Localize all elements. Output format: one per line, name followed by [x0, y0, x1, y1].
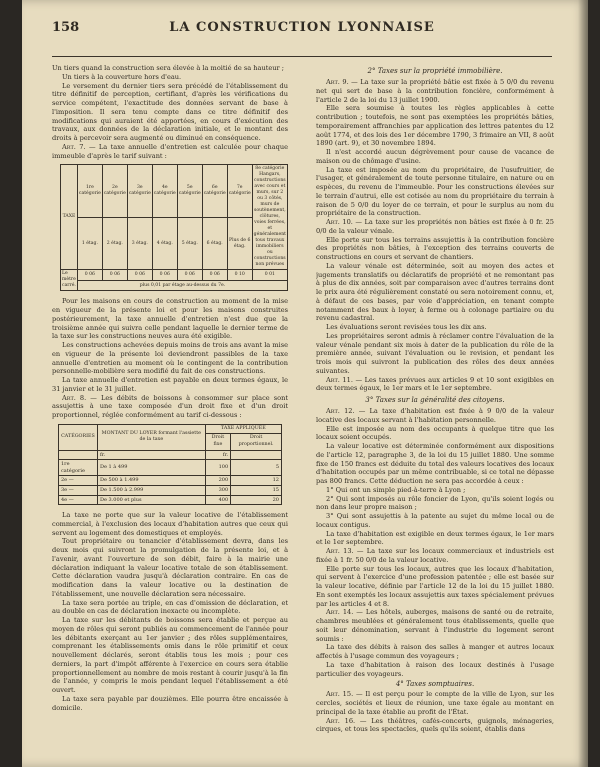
fixe-header: Droit fixe [205, 434, 230, 450]
cell-loyer: De 1.500 à 2.999 [97, 485, 205, 495]
paragraph: Elle porte sur tous les terrains assujettis à la contribution foncière des propriétés non bâties, à l'exception des terrains couverts de constructions en cours et servant de chantiers. [316, 235, 554, 261]
floor-cell: 5 étag. [177, 217, 202, 270]
table-row [59, 485, 282, 495]
category-8-description: Hangars, constructions avec cours et murs, sur 2 ou 3 côtés, murs de soutènement, clôtures, voies ferrées, et généralement tous travaux immobiliers ou constructions non prévues [253, 172, 287, 268]
paragraph: 2° Qui sont imposés au rôle foncier de Lyon, qu'ils soient logés ou non dans leur propre maison ; [316, 494, 554, 512]
unit-cell: fr. [205, 450, 230, 460]
tax-value-cell: 0 06 [177, 270, 202, 281]
beverage-tax-table [58, 424, 282, 505]
cell-prop: 20 [231, 495, 282, 505]
cell-fixe: 200 [205, 476, 230, 486]
cell-loyer: De 1 à 499 [97, 460, 205, 476]
cell-fixe: 100 [205, 460, 230, 476]
category-word: catégorie [128, 191, 151, 196]
category-word: catégorie [228, 191, 251, 196]
paragraph: Les constructions achevées depuis moins de trois ans avant la mise en vigueur de la présente loi deviendront passibles de la taxe annuelle d'entretien au moment où le contingent de la contribution personnelle-mobilière sera modifié du fait de ces constructions. [52, 341, 288, 376]
paragraph: La taxe annuelle d'entretien est payable en deux termes égaux, le 31 janvier et le 31 juillet. [52, 376, 288, 393]
right-paragraphs-5 [316, 643, 554, 678]
tax-value-cell: 0 10 [227, 270, 252, 281]
tax-table-value-row [61, 270, 288, 281]
category-rank: 3e [136, 185, 143, 190]
floor-cell: 1 étag. [77, 217, 102, 270]
paragraph: Pour les maisons en cours de construction au moment de la mise en vigueur de la présente loi et pour les maisons construites postérieurement, la taxe annuelle d'entretien n'est due que la troisième année qui suivra celle pendant laquelle le dernier terme de la taxe sur les constructions neuves aura été exigible. [52, 297, 288, 341]
right-column [316, 64, 554, 754]
paragraph: La taxe est imposée au nom du propriétaire, de l'usufruitier, de l'usager, et généralement de toute personne titulaire, en nature ou en espèces, du revenu de l'immeuble. Pour les constructions élevées sur le terrain d'autrui, elle est cotisée au nom du propriétaire du terrain à raison de 5 0/0 du loyer de ce terrain, et pour le surplus au nom du propriétaire de la construction. [316, 165, 554, 218]
maintenance-tax-table [60, 164, 288, 291]
left-paragraphs-middle [52, 297, 288, 393]
section-title-2: 2° Taxes sur la propriété immobilière. [367, 67, 503, 75]
article-7: Art. 7. — La taxe annuelle d'entretien est calculée pour chaque immeuble d'après le tarif suivant : [52, 142, 288, 160]
table-row [59, 495, 282, 505]
floor-cell: 6 étag. [202, 217, 227, 270]
paragraph: La taxe d'habitation à raison des locaux destinés à l'usage particulier des voyageurs. [316, 660, 554, 678]
document-page [22, 0, 588, 767]
paragraph: La taxe sera portée au triple, en cas d'omission de déclaration, et au double en cas de déclaration inexacte ou incomplète. [52, 598, 288, 616]
paragraph: La taxe sera payable par douzièmes. Elle pourra être encaissée à domicile. [52, 694, 288, 712]
category-rank: 5e [186, 185, 193, 190]
page-binding-shadow [578, 0, 588, 767]
paragraph: Les propriétaires seront admis à réclamer contre l'évaluation de la valeur vénale pendant six mois à dater de la publication du rôle de la première année, suivant l'évaluation ou le revision, et pendant les trois mois qui suivront la publication des rôles des deux années suivantes. [316, 331, 554, 375]
article-14: Art. 14. — Les hôtels, auberges, maisons de santé ou de retraite, chambres meublées et généralement tous établissements, quelle que soit leur dénomination, servant à l'industrie du logement seront soumis : [316, 608, 554, 643]
paragraph: La taxe sur les débitants de boissons sera établie et perçue au moyen de rôles qui seront publiés au commencement de l'année pour les débitants exerçant au 1er janvier ; des rôles supplémentaires, comprenant les établissements omis dans le rôle primitif et ceux nouvellement déclarés, seront établis tous les mois ; pour ces derniers, la part d'impôt afférente à l'exercice en cours sera établie proportionnellement au nombre de mois restant à courir jusqu'à la fin de l'année, y compris le mois pendant lequel l'établissement a été ouvert. [52, 616, 288, 695]
category-word: catégorie [203, 191, 226, 196]
paragraph: La valeur vénale est déterminée, soit au moyen des actes et jugements translatifs ou déclaratifs de propriété et ne remontant pas à plus de dix années, soit par comparaison avec d'autres terrains dont le prix aura été régulièrement constaté ou sera notoirement connu, et, à défaut de ces bases, par voie d'appréciation, en tenant compte notamment des baux à loyer, à ferme ou à colonage partiaire ou du revenu cadastral. [316, 261, 554, 323]
category-8-header [252, 165, 287, 270]
tax-category-header [177, 165, 202, 218]
category-rank: 4e [161, 185, 168, 190]
article-10: Art. 10. — La taxe sur les propriétés non bâties est fixée à 0 fr. 25 0/0 de la valeur vénale. [316, 218, 554, 235]
unit-cell: fr. [97, 450, 205, 460]
tax-value-cell: 0 06 [102, 270, 127, 281]
tax-table-note: plus 0,01 par étage au-dessus du 7e. [77, 280, 287, 291]
tax-category-header [127, 165, 152, 218]
loyer-header: MONTANT DU LOYER formant l'assiette de la taxe [97, 424, 205, 450]
left-paragraphs-bottom [52, 511, 288, 712]
category-rank: 2e [112, 185, 118, 190]
cell-loyer: De 500 à 1.499 [97, 476, 205, 486]
right-paragraphs-4 [316, 565, 554, 609]
tax-value-cell: 0 06 [77, 270, 102, 281]
paragraph: 3° Qui sont assujettis à la patente au sujet du même local ou de locaux contigus. [316, 512, 554, 529]
cell-prop: 12 [231, 476, 282, 486]
right-paragraphs-3 [316, 425, 554, 548]
section-title-4: 4° Taxes somptuaires. [395, 680, 475, 689]
floor-cell: 2 étag. [102, 217, 127, 270]
left-paragraphs-top [52, 64, 288, 143]
cell-cat: 3e — [59, 485, 98, 495]
article-12: Art. 12. — La taxe d'habitation est fixée à 9 0/0 de la valeur locative des locaux servant à l'habitation personnelle. [316, 407, 554, 424]
cell-cat: 1re catégorie [59, 460, 98, 476]
cell-cat: 4e — [59, 495, 98, 505]
article-16: Art. 16. — Les théâtres, cafés-concerts, guignols, ménageries, cirques, et tous les spectacles, quels qu'ils soient, établis dans [316, 716, 554, 734]
table-row [59, 476, 282, 486]
right-paragraphs-2 [316, 236, 554, 376]
paragraph: Un tiers à la couverture hors d'eau. [62, 72, 182, 81]
category-rank: 1re [85, 185, 94, 190]
article-8: Art. 8. — Les débits de boissons à consommer sur place sont assujettis à une taxe composée d'un droit fixe et d'un droit proportionnel, réglée conformément au tarif ci-dessous : [52, 393, 288, 419]
floor-cell: 3 étag. [127, 217, 152, 270]
paragraph: 1° Qui ont un simple pied-à-terre à Lyon ; [326, 485, 466, 494]
tax-category-header [77, 165, 102, 218]
tax-table-header-row [61, 165, 288, 218]
cell-fixe: 300 [205, 485, 230, 495]
paragraph: La taxe ne porte que sur la valeur locative de l'établissement commercial, à l'exclusion des locaux d'habitation autres que ceux qui servent au logement des domestiques et employés. [52, 511, 288, 537]
paragraph: La taxe des débits à raison des salles à manger et autres locaux affectés à l'usage commun des voyageurs ; [316, 643, 554, 660]
article-11: Art. 11. — Les taxes prévues aux articles 9 et 10 sont exigibles en deux termes égaux, le 1er mars et le 1er septembre. [316, 375, 554, 393]
cat-header: CATÉGORIES [59, 424, 98, 450]
tax-value-cell: 0 06 [127, 270, 152, 281]
tax-value-cell: 0 06 [202, 270, 227, 281]
tax-row-label: Le mètre carré. [61, 270, 78, 291]
tax-value-cell: 0 06 [152, 270, 177, 281]
tax-category-header [202, 165, 227, 218]
prop-header: Droit proportionnel. [231, 434, 282, 450]
beverage-tax-rows [59, 450, 282, 505]
taxe-header: TAXE APPLIQUÉE [205, 424, 281, 434]
section-title-3: 3° Taxes sur la généralité des citoyens. [365, 396, 505, 404]
category-8-title: 8e catégorie [255, 166, 285, 172]
category-rank: 7e [236, 185, 243, 190]
category-word: catégorie [178, 191, 201, 196]
page-header [52, 20, 552, 57]
category-word: catégorie [103, 191, 126, 196]
floor-cell: 4 étag. [152, 217, 177, 270]
paragraph: Les évaluations seront revisées tous les dix ans. [326, 323, 487, 331]
paragraph: Elle porte sur tous les locaux, autres que les locaux d'habitation, qui servent à l'exercice d'une profession patentée ; elle est basée sur la valeur locative, définie par l'article 12 de la loi du 15 juillet 1880. En sont exemptés les locaux assujettis aux taxes spécialement prévues par les articles 4 et 8. [316, 564, 554, 608]
paragraph: La taxe d'habitation est exigible en deux termes égaux, le 1er mars et le 1er septembre. [316, 529, 554, 547]
paragraph: La valeur locative est déterminée conformément aux dispositions de l'article 12, paragraphe 3, de la loi du 15 juillet 1880. Une somme fixe de 150 francs est déduite du total des valeurs locatives des locaux d'habitation occupés par un même contribuable, si ce total ne dépasse pas 800 francs. Cette déduction ne sera pas accordée à ceux : [316, 442, 554, 485]
article-9: Art. 9. — La taxe sur la propriété bâtie est fixée à 5 0/0 du revenu net qui sert de base à la contribution foncière, conformément à l'article 2 de la loi du 13 juillet 1900. [316, 78, 554, 104]
paragraph: Le versement du dernier tiers sera précédé de l'établissement du titre définitif de perception, certifiant, d'après les vérifications du service compétent, l'exactitude des données servant de base à l'imposition. Il sera tenu compte dans ce titre définitif des modifications qui auraient été apportées, en cours d'exécution des travaux, aux données de la déclaration initiale, et le montant des droits à percevoir sera augmenté ou diminué en conséquence. [52, 81, 288, 142]
tax-category-header [227, 165, 252, 218]
category-word: catégorie [78, 191, 101, 196]
tax-category-header [102, 165, 127, 218]
paragraph: Elle est imposée au nom des occupants à quelque titre que les locaux soient occupés. [316, 424, 554, 442]
article-15: Art. 15. — Il est perçu pour le compte de la ville de Lyon, sur les cercles, sociétés et lieux de réunion, une taxe égale au montant en principal de la taxe établie au profit de l'État. [316, 690, 554, 716]
left-column [52, 64, 288, 754]
floor-cell: Plus de 6 étag. [227, 217, 252, 270]
tax-category-header [152, 165, 177, 218]
paragraph: Tout propriétaire ou tenancier d'établissement devra, dans les deux mois qui suivront la promulgation de la présente loi, et à l'avenir, avant l'ouverture de son débit, faire à la mairie une déclaration indiquant la valeur locative totale de son établissement. Cette déclaration vaudra jusqu'à déclaration contraire. En cas de modification dans la valeur locative ou la destination de l'établissement, une nouvelle déclaration sera nécessaire. [52, 537, 288, 598]
paragraph: Un tiers quand la construction sera élevée à la moitié de sa hauteur ; [52, 64, 284, 72]
article-13: Art. 13. — La taxe sur les locaux commerciaux et industriels est fixée à 1 fr. 50 0/0 de la valeur locative. [316, 547, 554, 564]
running-title: LA CONSTRUCTION LYONNAISE [169, 20, 435, 35]
cell-loyer: De 3.000 et plus [97, 495, 205, 505]
cell-prop: 5 [231, 460, 282, 476]
tax-label-cell: TAXE [61, 165, 78, 270]
cell-prop: 15 [231, 485, 282, 495]
table-row [59, 460, 282, 476]
cell-cat: 2e — [59, 476, 98, 486]
category-word: catégorie [153, 191, 176, 196]
paragraph: Il n'est accordé aucun dégrèvement pour cause de vacance de maison ou de chômage d'usine. [316, 148, 554, 165]
right-paragraphs-1 [316, 104, 554, 218]
cell-fixe: 400 [205, 495, 230, 505]
tax-value-cell: 0 01 [252, 270, 287, 281]
paragraph: Elle sera soumise à toutes les règles applicables à cette contribution ; toutefois, ne sont pas exemptées les propriétés bâties, temporairement affranchies par application des lettres patentes du 12 août 1774, et des lois des 1er décembre 1790, 3 frimaire an VII, 8 août 1890 (art. 9), et 30 novembre 1894. [316, 104, 554, 148]
page-number: 158 [52, 20, 80, 35]
category-rank: 6e [211, 185, 218, 190]
